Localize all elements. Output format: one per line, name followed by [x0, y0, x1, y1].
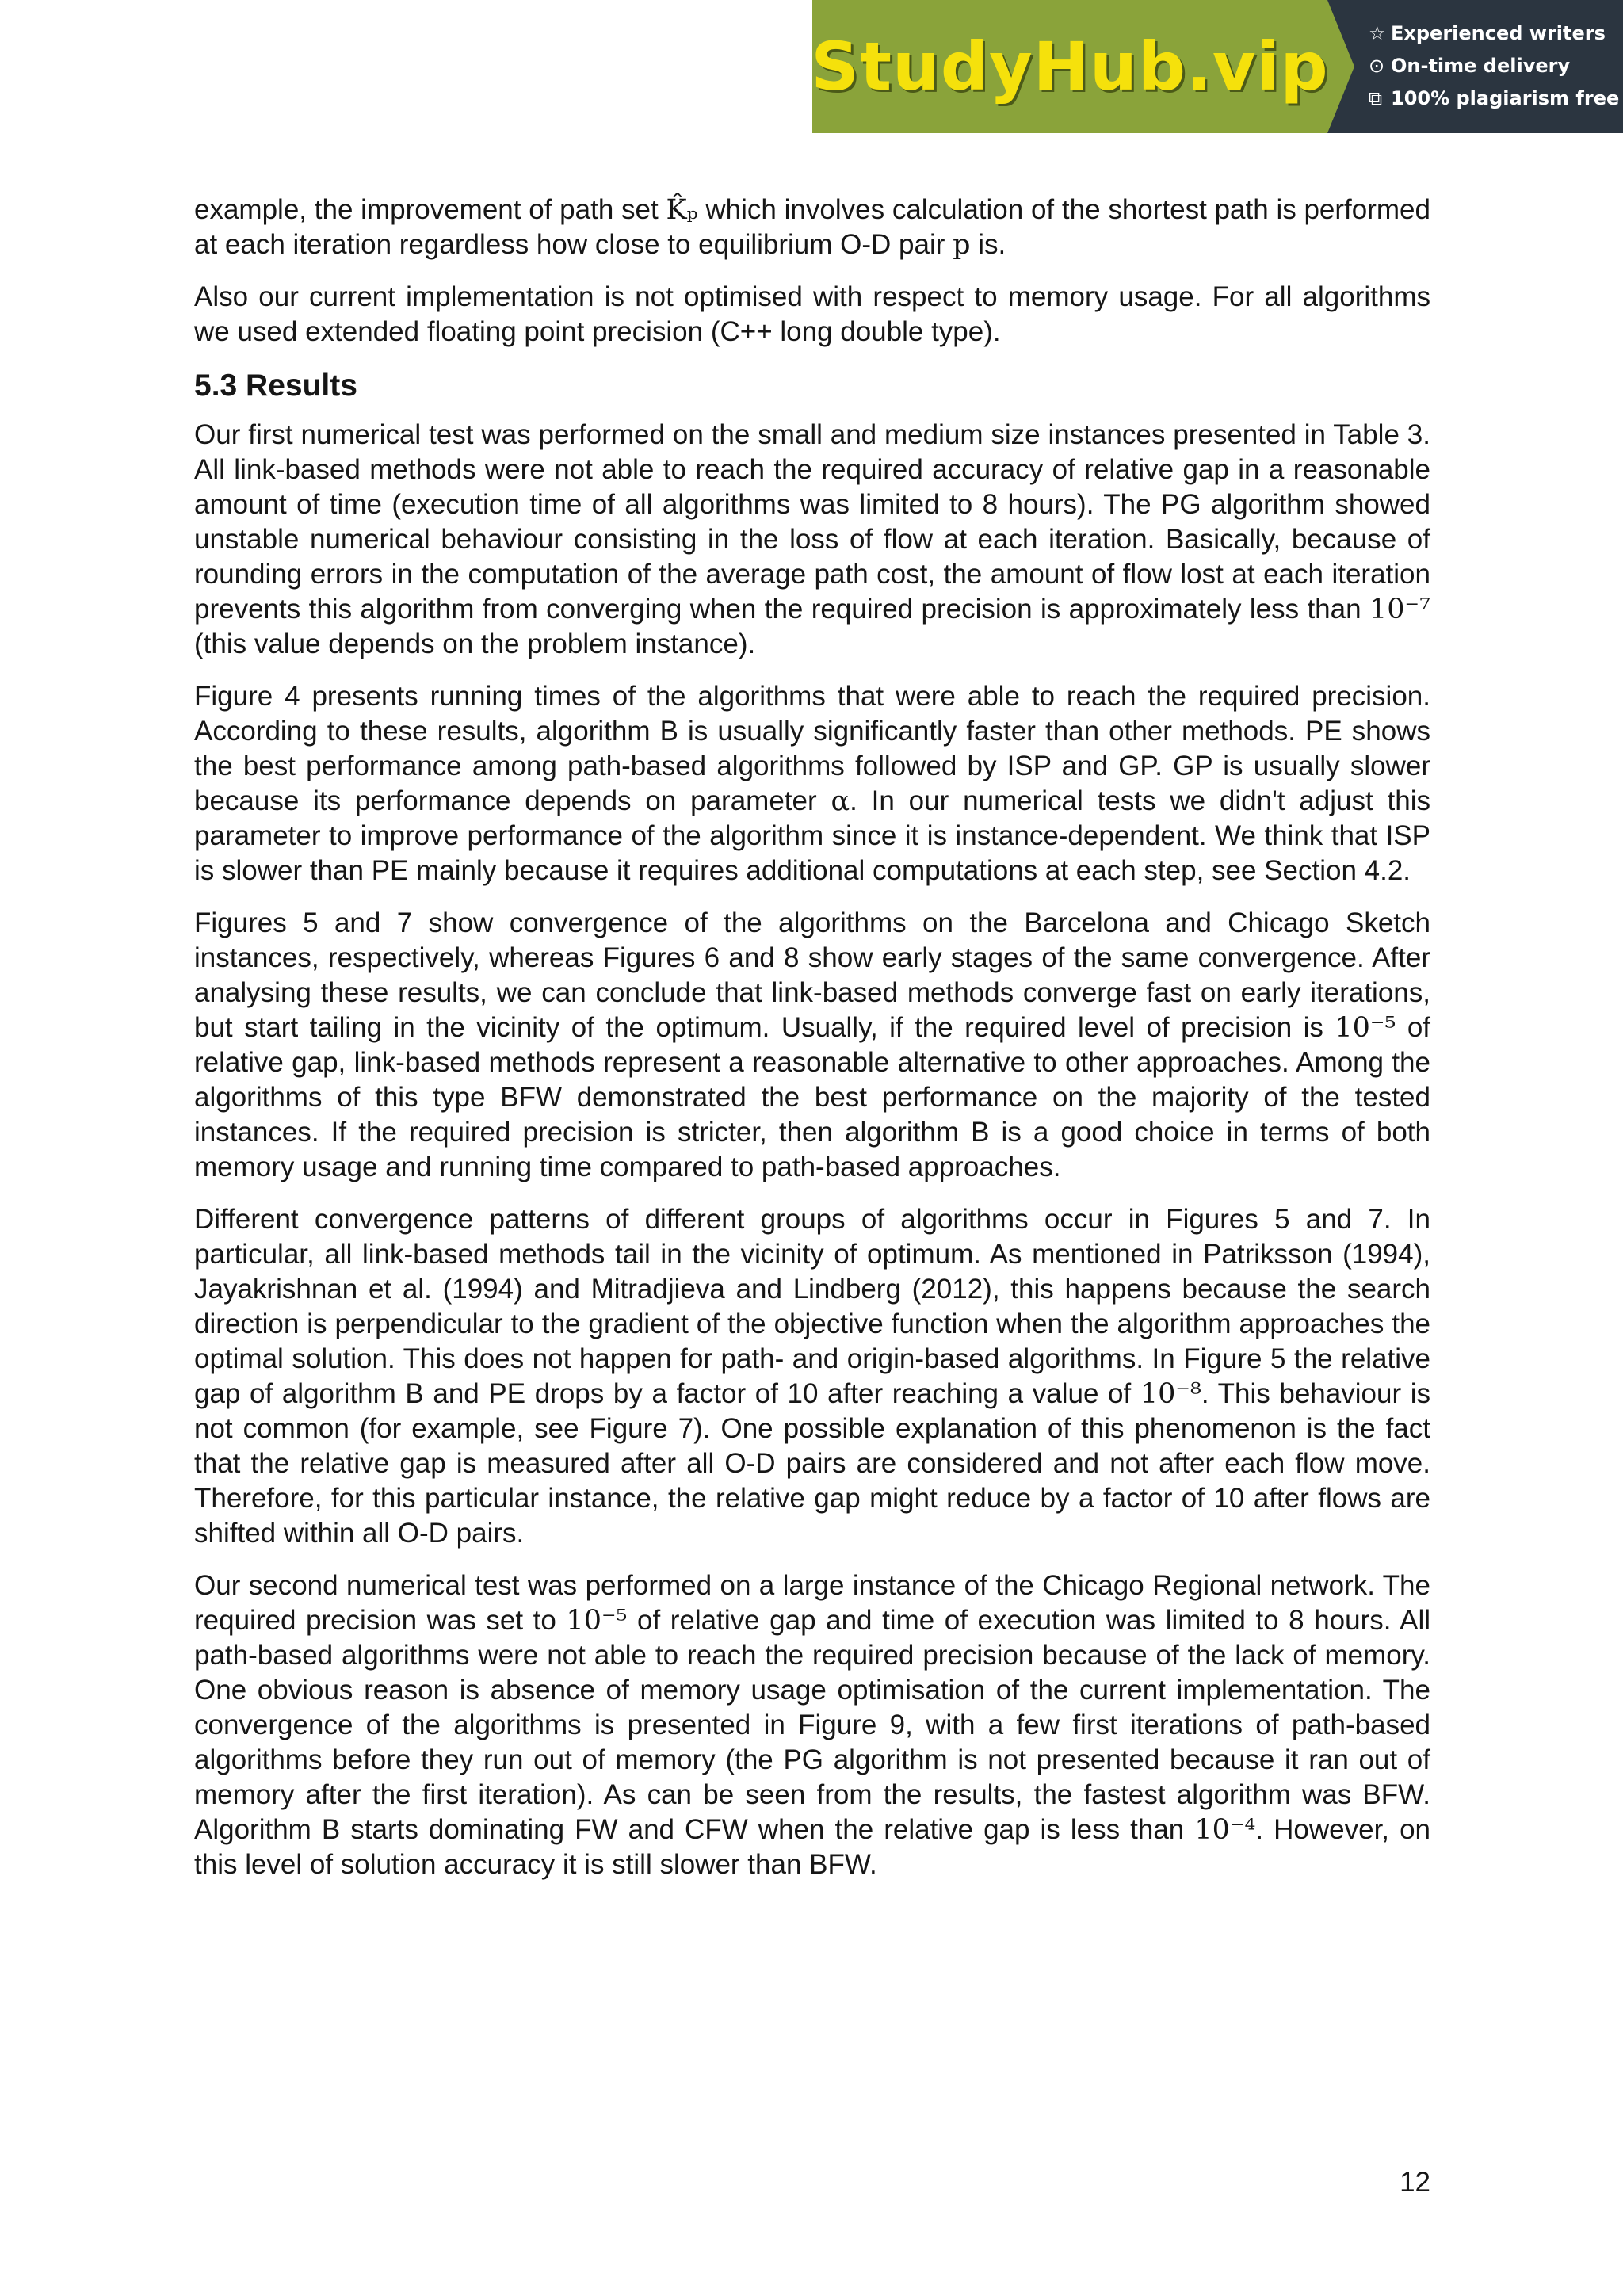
paragraph-results-5: Our second numerical test was performed on a large instance of the Chicago Regional network. The required precision was set to 10⁻⁵ of relative gap and time of execution was limited to 8 hours. All path-based algorithms were not able to reach the required precision because of the lack of memory. One obvious reason is absence of memory usage optimisation of the current implementation. The convergence of the algorithms is presented in Figure 9, with a few first iterations of path-based algorithms before they run out of memory (the PG algorithm is not presented because it ran out of memory after the first iteration). As can be seen from the results, the fastest algorithm was BFW. Algorithm B starts dominating FW and CFW when the relative gap is less than 10⁻⁴. However, on this level of solution accuracy it is still slower than BFW.: [194, 1570, 1431, 1880]
math-gap-threshold: 10⁻⁴: [1194, 1814, 1256, 1846]
logo-text: StudyHub.vip: [811, 28, 1329, 105]
feature-plagiarism-free: ⧉ 100% plagiarism free: [1369, 82, 1623, 115]
paragraph-intro-2: Also our current implementation is not optimised with respect to memory usage. For all algorithms we used extended floating point precision (C++ long double type).: [194, 281, 1430, 347]
page-content: [194, 193, 1430, 1900]
studyhub-logo[interactable]: [812, 0, 1327, 133]
clock-icon: ⊙: [1369, 55, 1385, 77]
paragraph-results-3: Figures 5 and 7 show convergence of the algorithms on the Barcelona and Chicago Sketch instances, respectively, whereas Figures 6 and 8 show early stages of the same convergence. After analysing these results, we can conclude that link-based methods converge fast on early iterations, but start tailing in the vicinity of the optimum. Usually, if the required level of precision is 10⁻⁵ of relative gap, link-based methods represent a reasonable alternative to other approaches. Among the algorithms of this type BFW demonstrated the best performance on the majority of the tested instances. If the required precision is stricter, then algorithm B is a good choice in terms of both memory usage and running time compared to path-based approaches.: [194, 907, 1431, 1182]
math-alpha: α: [831, 785, 850, 817]
paragraph-results-1: Our first numerical test was performed on the small and medium size instances presented in Table 3. All link-based methods were not able to reach the required accuracy of relative gap in a reasonable amount of time (execution time of all algorithms was limited to 8 hours). The PG algorithm showed unstable numerical behaviour consisting in the loss of flow at each iteration. Basically, because of rounding errors in the computation of the average path cost, the amount of flow lost at each iteration prevents this algorithm from converging when the required precision is approximately less than 10⁻⁷ (this value depends on the problem instance).: [194, 419, 1430, 659]
feature-on-time-delivery: ⊙ On-time delivery: [1369, 50, 1623, 82]
banner-features: [1327, 0, 1623, 133]
math-od-pair: p: [953, 229, 971, 261]
paragraph-intro-1: example, the improvement of path set K̂ₚ which involves calculation of the shortest path is performed at each iteration regardless how close to equilibrium O-D pair p is.: [194, 194, 1430, 261]
section-heading: 5.3 Results: [194, 369, 357, 403]
ad-banner[interactable]: [812, 0, 1623, 133]
star-icon: ☆: [1369, 22, 1386, 44]
paragraph-results-2: Figure 4 presents running times of the algorithms that were able to reach the required precision. According to these results, algorithm B is usually significantly faster than other methods. PE shows the best performance among path-based algorithms followed by ISP and GP. GP is usually slower because its performance depends on parameter α. In our numerical tests we didn't adjust this parameter to improve performance of the algorithm since it is instance-dependent. We think that ISP is slower than PE mainly because it requires additional computations at each step, see Section 4.2.: [194, 681, 1430, 886]
copy-icon: ⧉: [1369, 87, 1383, 109]
feature-experienced-writers: ☆ Experienced writers: [1369, 17, 1623, 50]
paragraph-results-4: Different convergence patterns of different groups of algorithms occur in Figures 5 and 7. In particular, all link-based methods tail in the vicinity of optimum. As mentioned in Patriksson (1994), Jayakrishnan et al. (1994) and Mitradjieva and Lindberg (2012), this happens because the search direction is perpendicular to the gradient of the objective function when the algorithm approaches the optimal solution. This does not happen for path- and origin-based algorithms. In Figure 5 the relative gap of algorithm B and PE drops by a factor of 10 after reaching a value of 10⁻⁸. This behaviour is not common (for example, see Figure 7). One possible explanation of this phenomenon is the fact that the relative gap is measured after all O-D pairs are considered and not after each flow move. Therefore, for this particular instance, the relative gap might reduce by a factor of 10 after flows are shifted within all O-D pairs.: [194, 1204, 1430, 1549]
math-precision: 10⁻⁷: [1369, 594, 1430, 625]
page-number: 12: [1400, 2167, 1430, 2198]
math-precision: 10⁻⁵: [1335, 1012, 1396, 1044]
math-path-set: K̂ₚ: [666, 194, 698, 226]
math-gap-value: 10⁻⁸: [1140, 1378, 1201, 1410]
math-precision: 10⁻⁵: [566, 1605, 628, 1637]
